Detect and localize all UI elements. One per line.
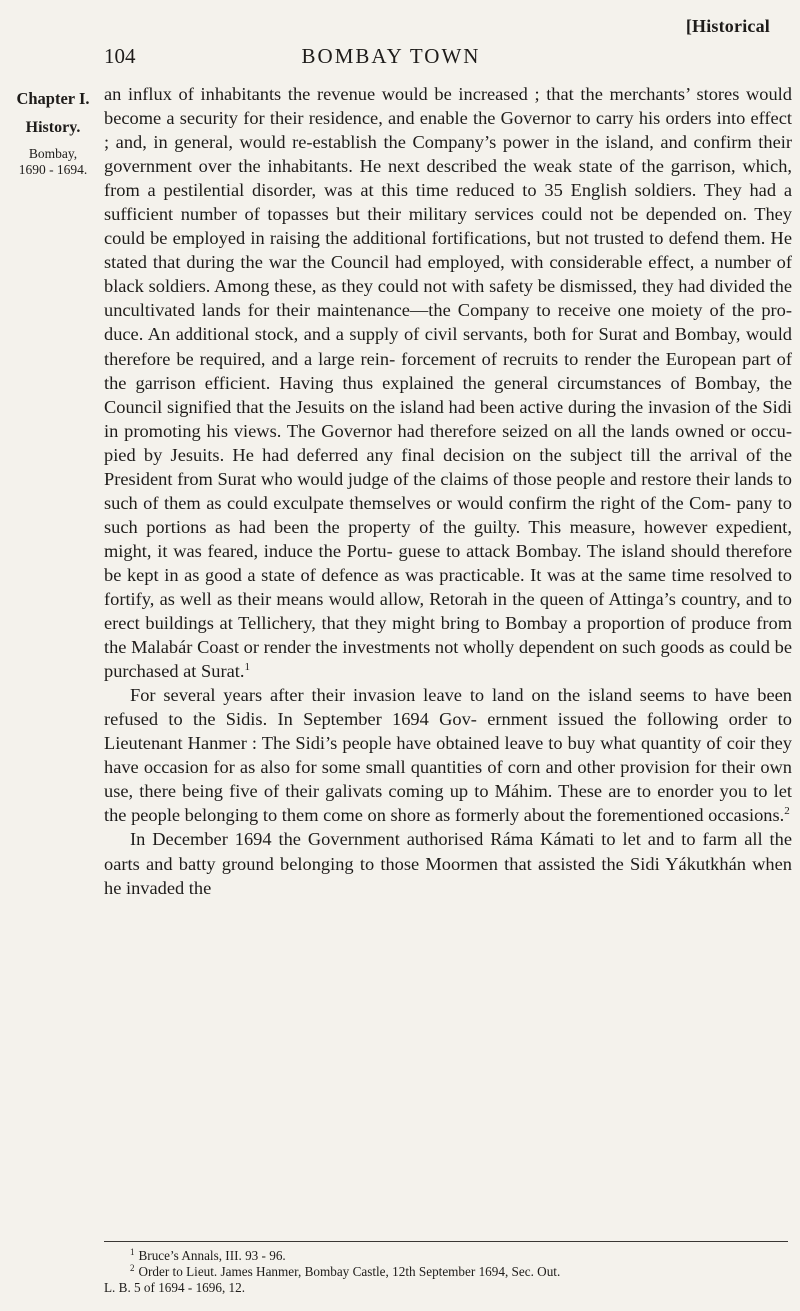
footnote-text: Order to Lieut. James Hanmer, Bombay Castle, 12th September 1694, Sec. Out. [138,1264,561,1279]
paragraph-text: In December 1694 the Government authorised Ráma Kámati to let and to farm all the oarts and batty ground belonging to those Moormen that assisted the Sidi Yákutkhán when he invaded the [104,829,792,898]
footnote-reference: 1 [244,661,250,673]
body-text [104,82,792,900]
running-section-header: [Historical [685,16,770,36]
running-title: BOMBAY TOWN [301,44,481,68]
paragraph-text: an influx of inhabitants the revenue would be increased ; that the merchants’ stores would become a security for their residence, and enable the Governor to carry his orders into effect ; and, in general, would re-establish the Company’s power in the island, and confirm their government over the inhabitants. He next described the weak state of the garrison, which, from a pestilential disorder, was at this time reduced to 35 English soldiers. They had a sufficient number of topasses but their military services could not be depended on. They could be employed in raising the additional fortifications, but not trusted to defend them. He stated that during the war the Council had employed, with considerable effect, a number of black soldiers. Among these, as they could not with safety be dismissed, they had divided the uncultivated lands for their maintenance—the Company to receive one moiety of the pro- duce. An additional stock, and a supply of civil servants, both for Surat and Bombay, would therefore be required, and a large rein- forcement of recruits to render the European part of the garrison efficient. Having thus explained the general circumstances of Bombay, the Council signified that the Jesuits on the island had been active during the invasion of the Sidi in promoting his views. The Governor had therefore seized on all the lands owned or occu- pied by Jesuits. He had deferred any final decision on the subject till the arrival of the President from Surat who would judge of the claims of those people and restore their lands to such of them as could exculpate themselves or would confirm the right of the Com- pany to such portions as had been the property of the guilty. This measure, however expedient, might, it was feared, induce the Portu- guese to attack Bombay. The island should therefore be kept in as good a state of defence as was practicable. It was at the same time resolved to fortify, as well as their means would allow, Retorah in the queen of Attinga’s country, and to erect buildings at Tellichery, that they might bring to Bombay a proportion of produce from the Malabár Coast or render the investments not wholly dependent on such goods as could be purchased at Surat. [104,84,792,682]
paragraph [104,827,792,899]
footnote-continuation: L. B. 5 of 1694 - 1696, 12. [104,1280,246,1295]
footnote [130,1248,792,1264]
margin-chapter: Chapter I. [16,89,90,108]
paragraph [104,82,792,683]
footnote-divider [104,1241,788,1242]
page-number: 104 [104,44,136,68]
paragraph [104,683,792,827]
footnotes [104,1246,792,1296]
footnote-reference: 2 [784,805,790,818]
paragraph-text: For several years after their invasion leave to land on the island seems to have been refused to the Sidis. In September 1694 Gov- ernment issued the following order to Lieutenant Hanmer : The Sidi’s people have obtained leave to buy what quantity of coir they have occasion for as also for some small quantities of corn and other provision for their own use, there being five of their galivats coming up to Máhim. These are to enorder you to let the people belonging to them come on shore as formerly about the forementioned occasions. [104,685,792,826]
footnote [130,1264,792,1280]
margin-section: History. [25,119,81,136]
footnote-number: 2 [130,1262,135,1273]
margin-notes [10,84,96,178]
margin-place: Bombay, [28,146,78,161]
footnote-text: Bruce’s Annals, III. 93 - 96. [138,1248,286,1263]
margin-years: 1690 - 1694. [18,162,88,177]
footnote-number: 1 [130,1246,135,1257]
